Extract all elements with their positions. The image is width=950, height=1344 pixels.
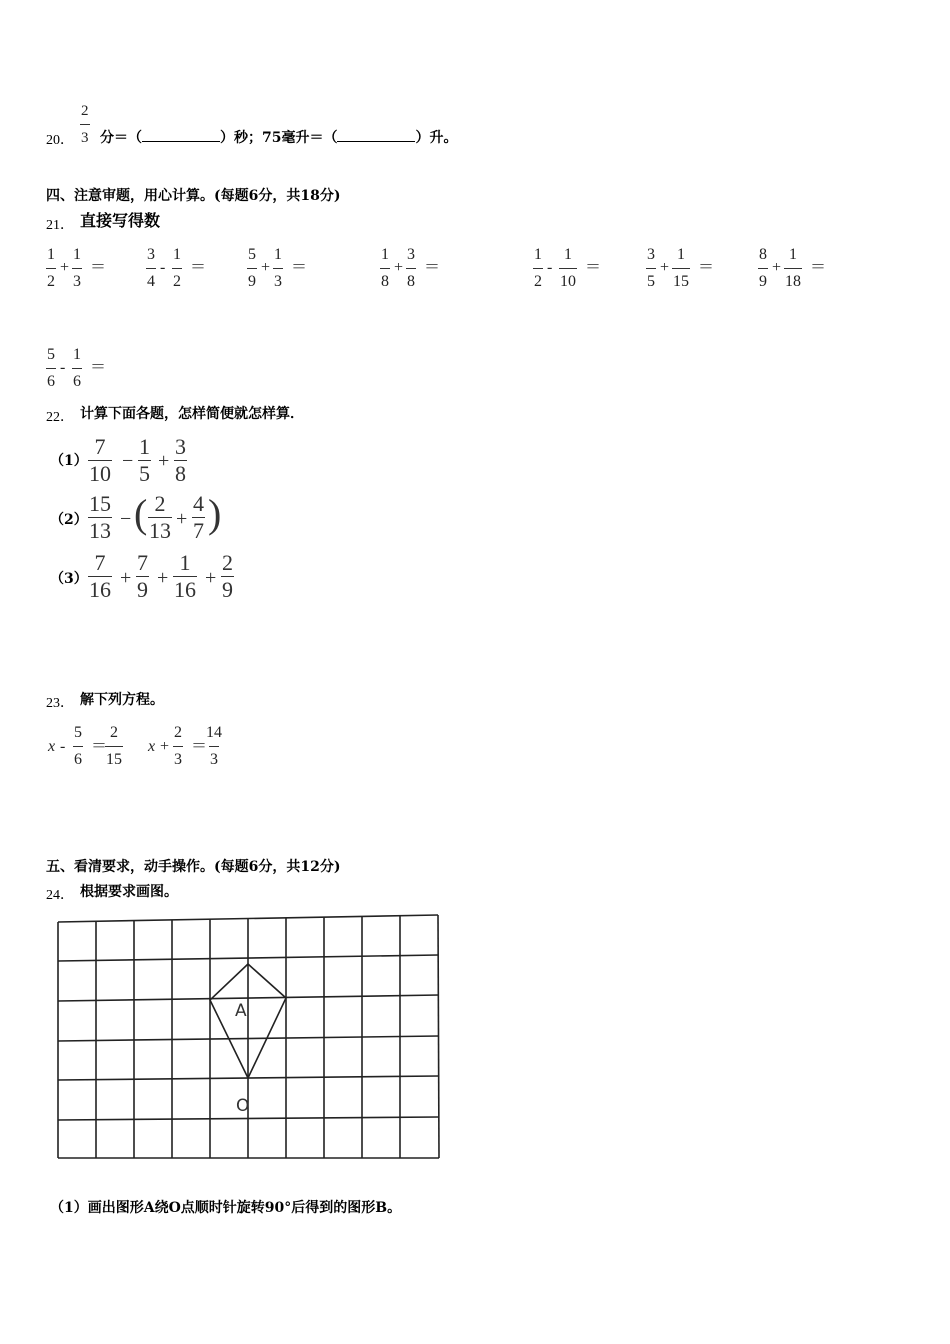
q21-frac-b bbox=[672, 245, 690, 292]
denominator: 3 bbox=[173, 746, 183, 770]
numerator: 1 bbox=[534, 246, 542, 263]
q21-equals: ＝ bbox=[698, 259, 715, 276]
denominator: 16 bbox=[174, 577, 196, 602]
q21-frac-a bbox=[146, 245, 156, 292]
numerator: 4 bbox=[193, 491, 204, 516]
denominator: 2 bbox=[46, 268, 56, 292]
denominator: 10 bbox=[89, 461, 111, 486]
numerator: 15 bbox=[89, 491, 111, 516]
q22-p2-op2: + bbox=[176, 508, 188, 530]
q22-p1-op1: − bbox=[122, 450, 134, 472]
point-o-label: O bbox=[236, 1096, 250, 1116]
q21-equals: ＝ bbox=[810, 259, 827, 276]
q21-frac-b bbox=[406, 245, 416, 292]
denominator: 2 bbox=[533, 268, 543, 292]
denominator: 2 bbox=[172, 268, 182, 292]
q22-p1-frac1 bbox=[88, 435, 112, 486]
denominator: 3 bbox=[209, 746, 219, 770]
denominator: 13 bbox=[89, 518, 111, 543]
denominator: 5 bbox=[646, 268, 656, 292]
q22-p2-frac3 bbox=[192, 492, 205, 543]
q22-p3-frac1 bbox=[88, 551, 112, 602]
numerator: 1 bbox=[677, 246, 685, 263]
q22-p2-op1: − bbox=[120, 508, 132, 530]
q20-line bbox=[100, 129, 457, 147]
q23-eq2-frac bbox=[173, 723, 183, 770]
q23-eq1-x: x bbox=[48, 738, 56, 755]
q23-eq2-equals: ＝ bbox=[191, 738, 208, 755]
q23-eq2-x: x bbox=[148, 738, 156, 755]
denominator: 15 bbox=[672, 268, 690, 292]
q21-frac-b bbox=[559, 245, 577, 292]
numerator: 1 bbox=[73, 246, 81, 263]
q21-frac-b bbox=[72, 245, 82, 292]
denominator: 9 bbox=[222, 577, 233, 602]
q20-frac-denominator: 3 bbox=[80, 124, 90, 148]
q23-eq1-op: - bbox=[60, 738, 66, 755]
q23-eq2-result bbox=[205, 723, 223, 770]
numerator: 3 bbox=[175, 434, 186, 459]
q21-equals: ＝ bbox=[585, 259, 602, 276]
numerator: 5 bbox=[248, 246, 256, 263]
denominator: 9 bbox=[137, 577, 148, 602]
denominator: 13 bbox=[149, 518, 171, 543]
q21-frac-a bbox=[46, 345, 56, 392]
q21-frac-b bbox=[172, 245, 182, 292]
q21-frac-a bbox=[646, 245, 656, 292]
numerator: 7 bbox=[94, 434, 106, 459]
numerator: 14 bbox=[206, 724, 222, 741]
q21-equals: ＝ bbox=[424, 259, 441, 276]
numerator: 1 bbox=[139, 434, 150, 459]
q20-fraction bbox=[80, 101, 90, 148]
numerator: 8 bbox=[759, 246, 767, 263]
q21-equals: ＝ bbox=[190, 259, 207, 276]
q24-grid-figure[interactable] bbox=[54, 912, 444, 1164]
q20-frac-numerator: 2 bbox=[81, 103, 89, 119]
numerator: 7 bbox=[94, 550, 106, 575]
q24-number: 24． bbox=[46, 888, 74, 903]
q21-frac-a bbox=[247, 245, 257, 292]
q22-p3-frac4 bbox=[221, 551, 234, 602]
denominator: 5 bbox=[139, 461, 150, 486]
q22-p3-frac2 bbox=[136, 551, 149, 602]
q20-number: 20． bbox=[46, 133, 74, 148]
q23-eq2-op: + bbox=[160, 738, 170, 755]
denominator: 4 bbox=[146, 268, 156, 292]
numerator: 3 bbox=[647, 246, 655, 263]
q21-operator: - bbox=[60, 359, 66, 376]
numerator: 2 bbox=[174, 724, 182, 741]
denominator: 16 bbox=[89, 577, 111, 602]
q24-instruction: （1）画出图形A绕O点顺时针旋转90°后得到的图形B。 bbox=[50, 1200, 402, 1216]
q21-frac-b bbox=[273, 245, 283, 292]
q22-p3-op2: + bbox=[157, 567, 169, 589]
q22-p1-label: （1） bbox=[50, 453, 88, 469]
q21-equals: ＝ bbox=[90, 359, 107, 376]
denominator: 3 bbox=[273, 268, 283, 292]
denominator: 9 bbox=[758, 268, 768, 292]
q22-p2-right-paren: ) bbox=[208, 491, 222, 536]
numerator: 1 bbox=[564, 246, 572, 263]
numerator: 3 bbox=[407, 246, 415, 263]
numerator: 1 bbox=[179, 550, 191, 575]
q22-p2-label: （2） bbox=[50, 512, 88, 528]
q20-text-1: 分＝（ bbox=[100, 130, 142, 146]
q20-blank-1[interactable] bbox=[142, 129, 220, 142]
denominator: 18 bbox=[784, 268, 802, 292]
denominator: 8 bbox=[175, 461, 186, 486]
q21-frac-b bbox=[72, 345, 82, 392]
q22-p1-frac2 bbox=[138, 435, 151, 486]
q24-title: 根据要求画图。 bbox=[80, 884, 178, 900]
q22-p2-frac1 bbox=[88, 492, 112, 543]
q21-equals: ＝ bbox=[291, 259, 308, 276]
q21-frac-b bbox=[784, 245, 802, 292]
denominator: 6 bbox=[73, 746, 83, 770]
q22-p3-frac3 bbox=[173, 551, 197, 602]
q20-text-3: ）升。 bbox=[415, 130, 458, 146]
denominator: 8 bbox=[406, 268, 416, 292]
grid-lines bbox=[58, 915, 439, 1158]
q21-frac-a bbox=[533, 245, 543, 292]
numerator: 1 bbox=[381, 246, 389, 263]
numerator: 1 bbox=[173, 246, 181, 263]
q22-p2-frac2 bbox=[148, 492, 172, 543]
q22-p1-op2: + bbox=[158, 450, 170, 472]
denominator: 9 bbox=[247, 268, 257, 292]
q22-number: 22． bbox=[46, 410, 74, 425]
numerator: 2 bbox=[222, 550, 233, 575]
numerator: 1 bbox=[73, 346, 81, 363]
q21-number: 21． bbox=[46, 218, 74, 233]
denominator: 6 bbox=[72, 368, 82, 392]
numerator: 1 bbox=[47, 246, 55, 263]
q22-p3-op1: + bbox=[120, 567, 132, 589]
q22-p3-op3: + bbox=[205, 567, 217, 589]
shape-a-label: A bbox=[235, 1001, 247, 1021]
q23-eq1-result bbox=[105, 723, 123, 770]
q21-operator: + bbox=[60, 259, 70, 276]
numerator: 1 bbox=[789, 246, 797, 263]
denominator: 6 bbox=[46, 368, 56, 392]
section4-title: 四、注意审题，用心计算。(每题6分，共18分) bbox=[46, 188, 341, 204]
numerator: 3 bbox=[147, 246, 155, 263]
q21-operator: + bbox=[261, 259, 271, 276]
q22-p1-frac3 bbox=[174, 435, 187, 486]
numerator: 5 bbox=[47, 346, 55, 363]
q22-title: 计算下面各题，怎样简便就怎样算． bbox=[80, 406, 304, 422]
q21-frac-a bbox=[46, 245, 56, 292]
q21-operator: - bbox=[160, 259, 166, 276]
q23-number: 23． bbox=[46, 696, 74, 711]
q23-title: 解下列方程。 bbox=[80, 692, 164, 708]
q20-blank-2[interactable] bbox=[337, 129, 415, 142]
q23-eq1-equals: ＝ bbox=[91, 738, 108, 755]
numerator: 7 bbox=[137, 550, 148, 575]
denominator: 8 bbox=[380, 268, 390, 292]
q21-operator: + bbox=[660, 259, 670, 276]
q21-operator: - bbox=[547, 259, 553, 276]
q21-frac-a bbox=[380, 245, 390, 292]
q20-text-2: ）秒；75毫升＝（ bbox=[220, 130, 338, 146]
q21-operator: + bbox=[772, 259, 782, 276]
numerator: 2 bbox=[110, 724, 118, 741]
q21-equals: ＝ bbox=[90, 259, 107, 276]
denominator: 3 bbox=[72, 268, 82, 292]
numerator: 5 bbox=[74, 724, 82, 741]
q21-title: 直接写得数 bbox=[80, 211, 161, 230]
section5-title: 五、看清要求，动手操作。(每题6分，共12分) bbox=[46, 859, 341, 875]
numerator: 2 bbox=[154, 491, 166, 516]
denominator: 7 bbox=[193, 518, 204, 543]
q23-eq1-frac bbox=[73, 723, 83, 770]
q22-p3-label: （3） bbox=[50, 571, 88, 587]
q22-p2-left-paren: ( bbox=[134, 491, 148, 536]
denominator: 15 bbox=[105, 746, 123, 770]
q21-operator: + bbox=[394, 259, 404, 276]
denominator: 10 bbox=[559, 268, 577, 292]
numerator: 1 bbox=[274, 246, 282, 263]
q21-frac-a bbox=[758, 245, 768, 292]
